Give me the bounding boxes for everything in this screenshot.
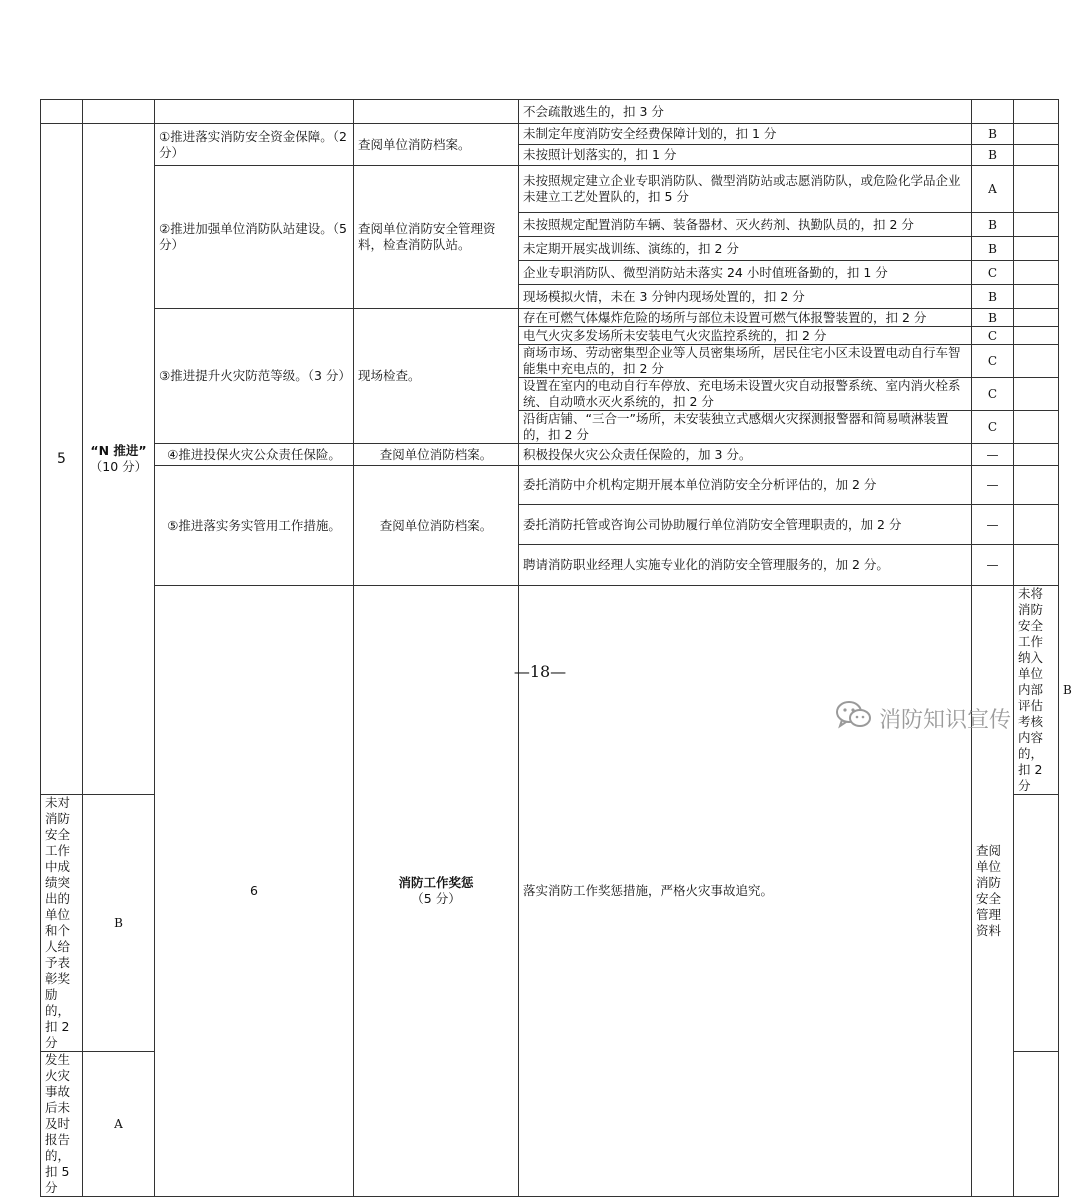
cell-empty xyxy=(1014,444,1059,466)
standard-cell: 未制定年度消防安全经费保障计划的，扣 1 分 xyxy=(519,124,972,145)
table-row xyxy=(41,124,1059,145)
grade-cell: C xyxy=(972,345,1014,378)
standard-cell: 积极投保火灾公众责任保险的，加 3 分。 xyxy=(519,444,972,466)
cell-empty xyxy=(1014,795,1059,1052)
cell-empty xyxy=(1014,166,1059,213)
method-cell: 查阅单位消防档案。 xyxy=(354,444,519,466)
standard-cell: 存在可燃气体爆炸危险的场所与部位未设置可燃气体报警装置的，扣 2 分 xyxy=(519,309,972,327)
content-cell: 落实消防工作奖惩措施，严格火灾事故追究。 xyxy=(519,586,972,1197)
standard-cell: 未按照规定建立企业专职消防队、微型消防站或志愿消防队，或危险化学品企业未建立工艺处置队的，扣 5 分 xyxy=(519,166,972,213)
score-table xyxy=(40,99,1072,1197)
grade-cell: A xyxy=(83,1052,155,1197)
cell-empty xyxy=(1014,545,1059,586)
cell-empty xyxy=(1014,411,1059,444)
cell-empty xyxy=(83,100,155,124)
method-cell: 查阅单位消防档案。 xyxy=(354,466,519,586)
content-cell: ②推进加强单位消防队站建设。（5 分） xyxy=(155,166,354,309)
table-row xyxy=(41,444,1059,466)
cell-empty xyxy=(1014,327,1059,345)
standard-cell: 委托消防托管或咨询公司协助履行单位消防安全管理职责的，加 2 分 xyxy=(519,505,972,545)
cell-empty xyxy=(155,100,354,124)
table-row xyxy=(41,100,1059,124)
cell-empty xyxy=(1014,345,1059,378)
grade-cell: B xyxy=(972,309,1014,327)
cell-empty xyxy=(41,100,83,124)
standard-cell: 电气火灾多发场所未安装电气火灾监控系统的，扣 2 分 xyxy=(519,327,972,345)
grade-cell: B xyxy=(972,213,1014,237)
cell-empty xyxy=(1014,1052,1059,1197)
category-number: 5 xyxy=(41,124,83,795)
cell-empty xyxy=(1014,378,1059,411)
cell-empty xyxy=(1014,261,1059,285)
grade-cell: C xyxy=(972,378,1014,411)
grade-cell: — xyxy=(972,505,1014,545)
cell-empty xyxy=(972,100,1014,124)
grade-cell: C xyxy=(972,261,1014,285)
cell-empty xyxy=(1014,145,1059,166)
grade-cell: C xyxy=(972,327,1014,345)
grade-cell: — xyxy=(972,545,1014,586)
grade-cell: B xyxy=(972,237,1014,261)
category-score: （5 分） xyxy=(411,891,461,906)
standard-cell: 设置在室内的电动自行车停放、充电场未设置火灾自动报警系统、室内消火栓系统、自动喷水灭火系统的，扣 2 分 xyxy=(519,378,972,411)
cell-empty xyxy=(1014,466,1059,505)
grade-cell: B xyxy=(972,285,1014,309)
category-cell xyxy=(83,124,155,795)
content-cell: ③推进提升火灾防范等级。（3 分） xyxy=(155,309,354,444)
page-number: —18— xyxy=(513,662,567,681)
category-score: （10 分） xyxy=(89,459,148,474)
standard-cell: 企业专职消防队、微型消防站未落实 24 小时值班备勤的，扣 1 分 xyxy=(519,261,972,285)
standard-cell: 发生火灾事故后未及时报告的，扣 5 分 xyxy=(41,1052,83,1197)
watermark xyxy=(835,700,1011,736)
grade-cell: A xyxy=(972,166,1014,213)
cell-empty xyxy=(1014,309,1059,327)
grade-cell: B xyxy=(972,145,1014,166)
cell-empty xyxy=(1014,100,1059,124)
content-cell: ⑤推进落实务实管用工作措施。 xyxy=(155,466,354,586)
content-cell: ④推进投保火灾公众责任保险。 xyxy=(155,444,354,466)
cell-empty xyxy=(1014,124,1059,145)
table-row xyxy=(41,166,1059,213)
table-row xyxy=(41,466,1059,505)
grade-cell: — xyxy=(972,444,1014,466)
grade-cell: — xyxy=(972,466,1014,505)
category-title: “N 推进” xyxy=(90,443,147,458)
category-number: 6 xyxy=(155,586,354,1197)
method-cell: 查阅单位消防安全管理资料 xyxy=(972,586,1014,1197)
standard-cell: 委托消防中介机构定期开展本单位消防安全分析评估的，加 2 分 xyxy=(519,466,972,505)
grade-cell: C xyxy=(972,411,1014,444)
standard-cell: 聘请消防职业经理人实施专业化的消防安全管理服务的，加 2 分。 xyxy=(519,545,972,586)
standard-cell: 商场市场、劳动密集型企业等人员密集场所，居民住宅小区未设置电动自行车智能集中充电点的，扣 2 分 xyxy=(519,345,972,378)
watermark-text: 消防知识宣传 xyxy=(879,707,1012,733)
cell-empty xyxy=(1014,505,1059,545)
standard-cell: 未按照规定配置消防车辆、装备器材、灭火药剂、执勤队员的，扣 2 分 xyxy=(519,213,972,237)
standard-cell: 未将消防安全工作纳入单位内部评估考核内容的，扣 2 分 xyxy=(1014,586,1059,795)
table-row xyxy=(41,309,1059,327)
standard-cell: 未按照计划落实的，扣 1 分 xyxy=(519,145,972,166)
wechat-icon xyxy=(835,699,879,737)
standard-cell: 沿街店铺、“三合一”场所，未安装独立式感烟火灾探测报警器和简易喷淋装置的，扣 2 分 xyxy=(519,411,972,444)
method-cell: 查阅单位消防档案。 xyxy=(354,124,519,166)
method-cell: 现场检查。 xyxy=(354,309,519,444)
standard-cell: 未定期开展实战训练、演练的，扣 2 分 xyxy=(519,237,972,261)
cell-empty xyxy=(1014,285,1059,309)
content-cell: ①推进落实消防安全资金保障。（2 分） xyxy=(155,124,354,166)
table-row: 6 消防工作奖惩 （5 分） 落实消防工作奖惩措施，严格火灾事故追究。 查阅单位消防安全管理资料 未将消防安全工作纳入单位内部评估考核内容的，扣 2 分 B xyxy=(41,586,1059,795)
cell-empty xyxy=(354,100,519,124)
method-cell: 查阅单位消防安全管理资料，检查消防队站。 xyxy=(354,166,519,309)
standard-cell: 现场模拟火情，未在 3 分钟内现场处置的，扣 2 分 xyxy=(519,285,972,309)
cell-empty xyxy=(1014,237,1059,261)
standard-cell: 不会疏散逃生的，扣 3 分 xyxy=(519,100,972,124)
grade-cell: B xyxy=(972,124,1014,145)
category-title: 消防工作奖惩 xyxy=(398,875,474,890)
grade-cell: B xyxy=(83,795,155,1052)
standard-cell: 未对消防安全工作中成绩突出的单位和个人给予表彰奖励的，扣 2 分 xyxy=(41,795,83,1052)
cell-empty xyxy=(1014,213,1059,237)
